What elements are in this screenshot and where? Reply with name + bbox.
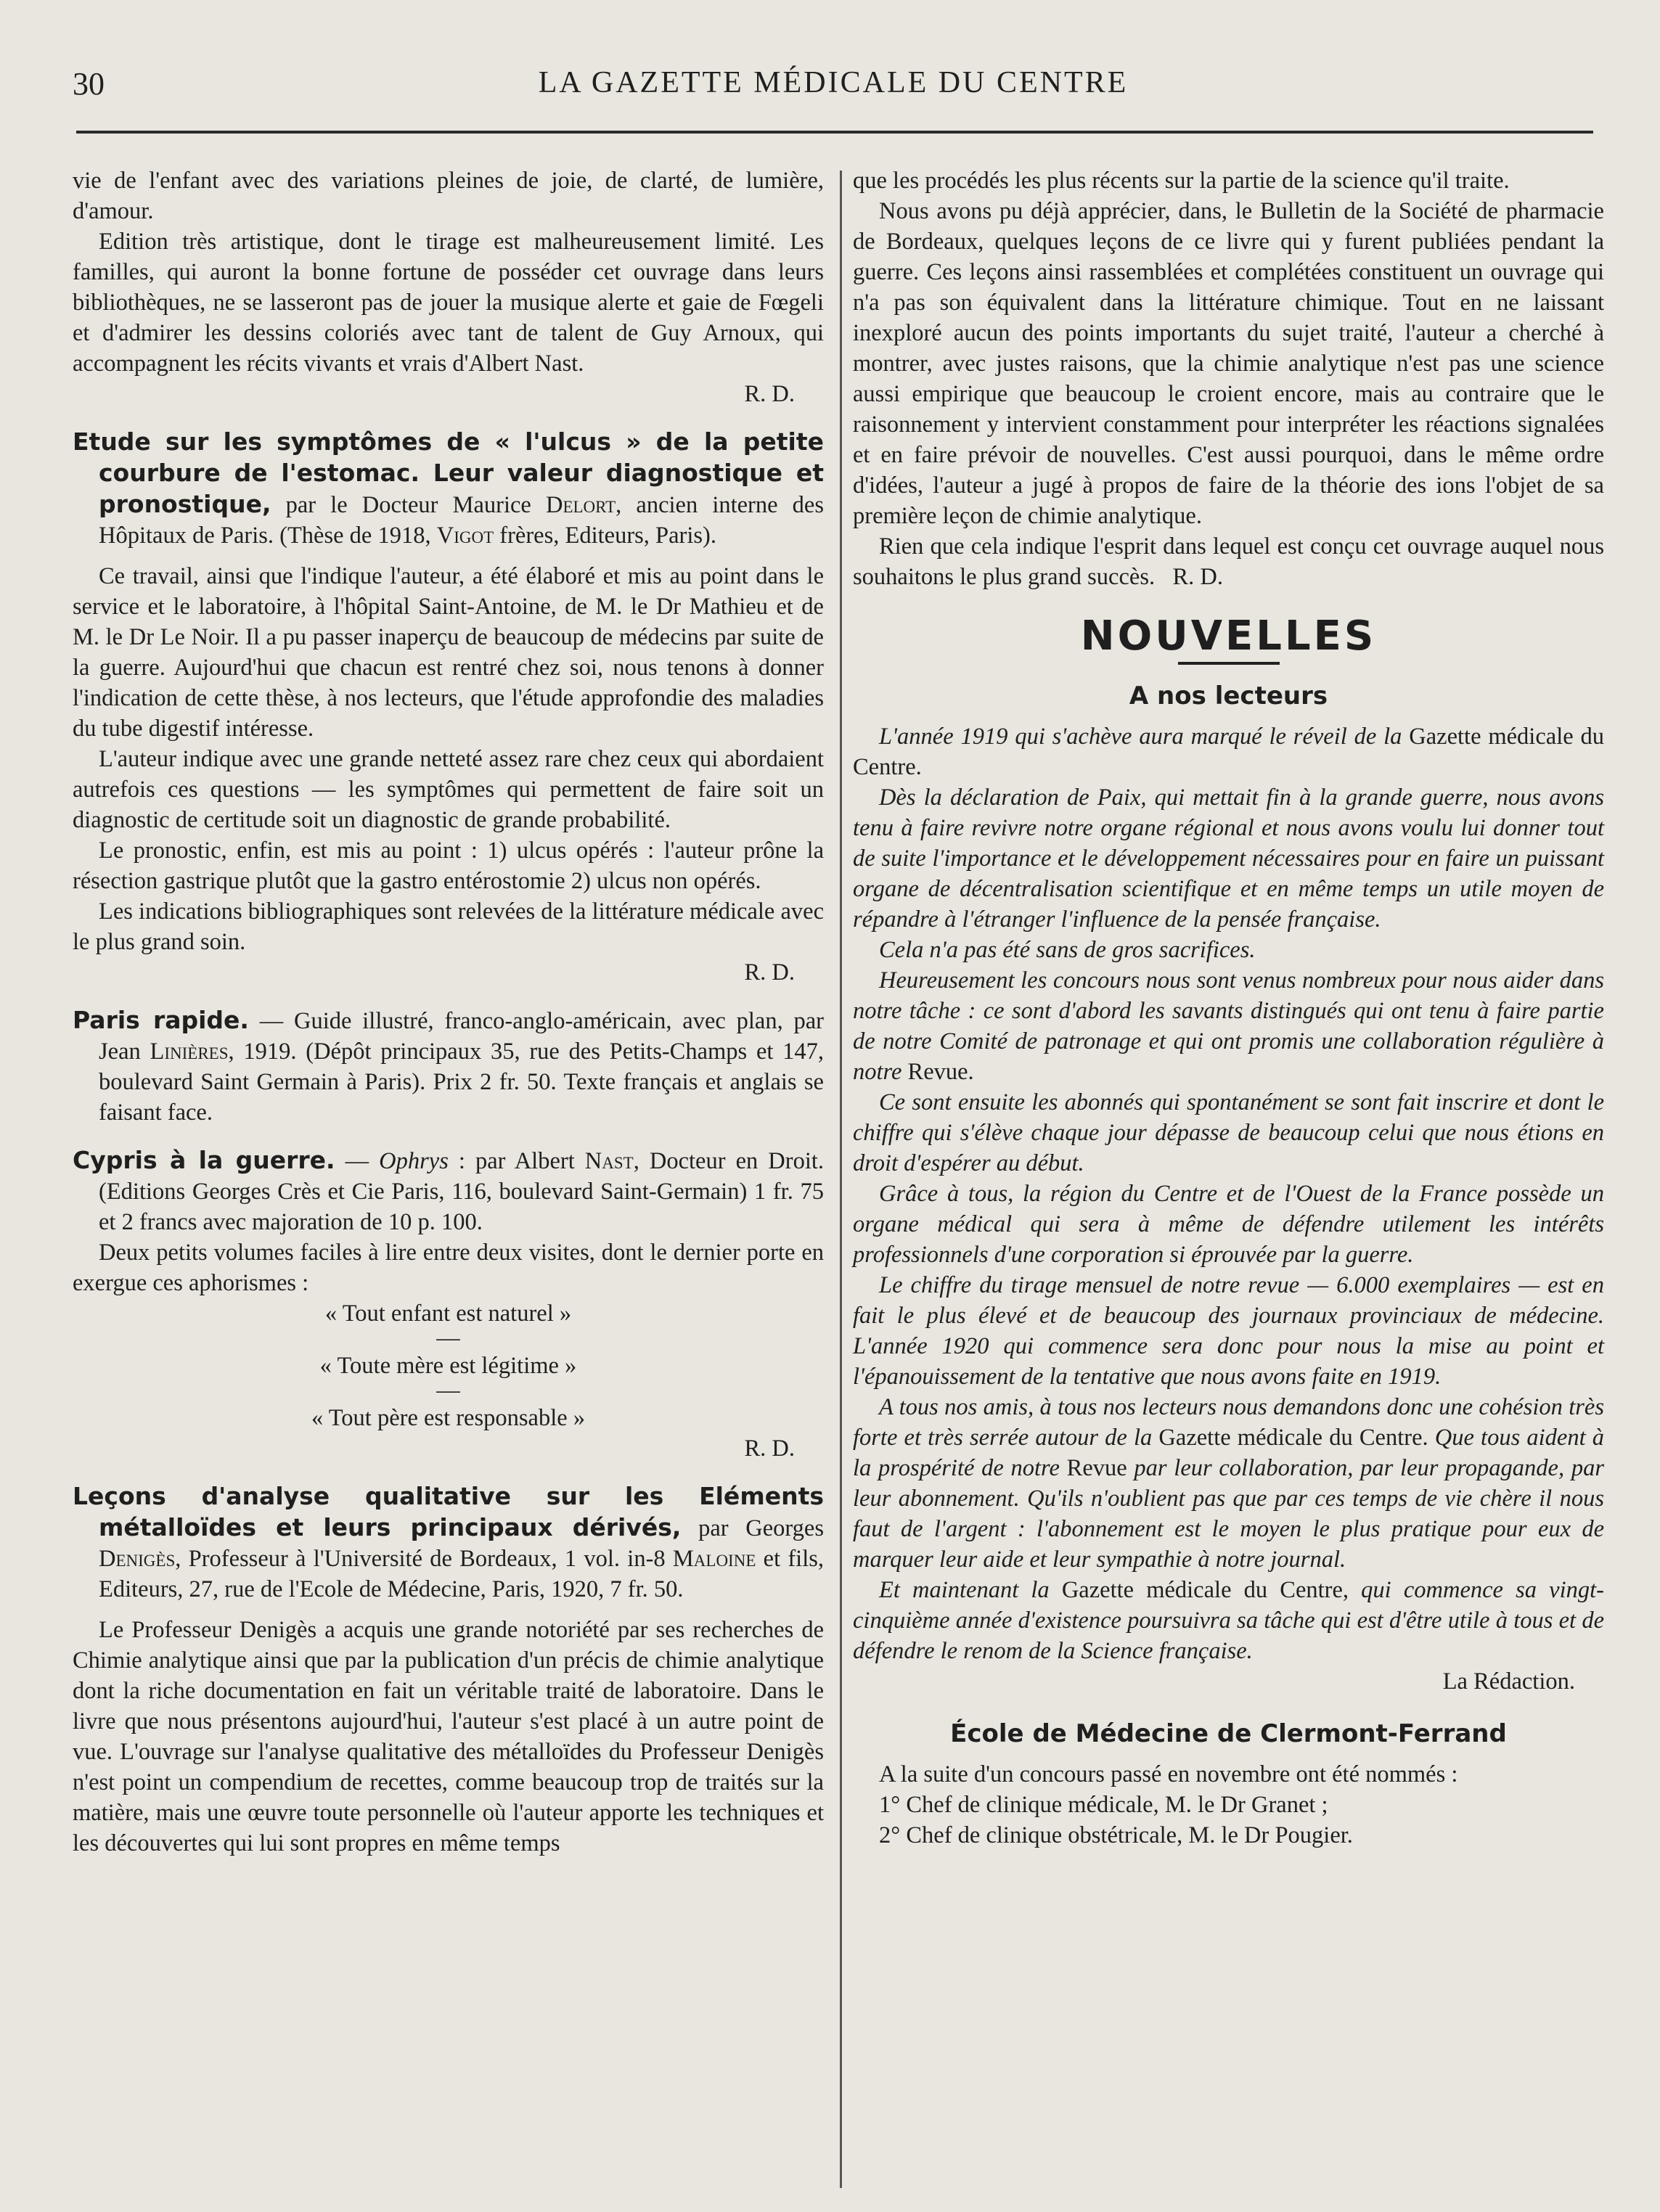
entry-heading: Etude sur les symptômes de « l'ulcus » de la petite courbure de l'estomac. Leur valeur diagnostique et pronostique, par le Docteur Maurice Delort, ancien interne des Hôpitaux de Paris. (Thèse de 1918, Vigot frères, Editeurs, Paris). (73, 427, 824, 549)
paragraph: Heureusement les concours nous sont venus nombreux pour nous aider dans notre tâche : ce sont d'abord les savants distingués qui ont tenu à faire partie de notre Comité de patronage et qui ont promis une collaboration régulière à notre Revue. (853, 967, 1604, 1085)
paragraph: L'auteur indique avec une grande netteté assez rare chez ceux qui abordaient autrefois ces questions — les symptômes qui permettent de faire soit un diagnostic de certitude soit un diagnostic de grande probabilité. (73, 746, 824, 833)
entry-title: Paris rapide. (73, 1006, 249, 1034)
author-name: Linières (150, 1039, 229, 1065)
editorial-article (853, 721, 1604, 1697)
dash-separator: — (436, 1325, 460, 1351)
author-name: Nast (584, 1148, 634, 1174)
paragraph: vie de l'enfant avec des variations pleines de joie, de clarté, de lumière, d'amour. (73, 168, 824, 224)
signature: R. D. (744, 959, 795, 986)
paragraph: Nous avons pu déjà apprécier, dans, le Bulletin de la Société de pharmacie de Bordeaux, quelques leçons de ce livre qui y furent publiées pendant la guerre. Ces leçons ainsi rassemblées et complétées constituent un ouvrage qui n'a pas son équivalent dans la littérature chimique. Tout en ne laissant inexploré aucun des points importants du sujet traité, l'auteur a cherché à montrer, avec justes raisons, que la chimie analytique n'est pas une science aussi empirique que beaucoup le croient encore, mais au contraire que le raisonnement y intervient constamment pour interpréter les réactions signalées et en faire prévoir de nouvelles. C'est aussi pourquoi, dans le même ordre d'idées, l'auteur a jugé à propos de faire de la théorie des ions l'objet de sa première leçon de chimie analytique. (853, 198, 1604, 529)
section-heading-nouvelles: NOUVELLES (1080, 613, 1377, 660)
signature: La Rédaction. (1442, 1668, 1575, 1695)
page-header (73, 65, 1594, 109)
paragraph: Cela n'a pas été sans de gros sacrifices. (879, 937, 1256, 963)
column-divider (840, 171, 842, 2188)
review-entry (73, 1481, 824, 1859)
author-name: Denigès (99, 1546, 176, 1572)
article-title: École de Médecine de Clermont-Ferrand (950, 1719, 1507, 1748)
paragraph: Edition très artistique, dont le tirage est malheureusement limité. Les familles, qui auront la bonne fortune de posséder cet ouvrage dans leurs bibliothèques, ne se lasseront pas de jouer la musique alerte et gaie de Fœgeli et d'admirer les dessins coloriés avec tant de talent de Guy Arnoux, qui accompagnent les récits vivants et vrais d'Albert Nast. (73, 229, 824, 377)
review-entry (73, 1145, 824, 1464)
right-column (853, 165, 1604, 1851)
header-rule (76, 131, 1593, 134)
aphorism: « Tout père est responsable » (311, 1405, 586, 1431)
entry-heading: Cypris à la guerre. — Ophrys : par Albert Nast, Docteur en Droit. (Editions Georges Crès et Cie Paris, 116, boulevard Saint-Germain) 1 fr. 75 et 2 francs avec majoration de 10 p. 100. (73, 1146, 825, 1235)
journal-title: LA GAZETTE MÉDICALE DU CENTRE (538, 66, 1129, 99)
paragraph: Ce sont ensuite les abonnés qui spontanément se sont fait inscrire et dont le chiffre qui s'élève chaque jour dépasse de beaucoup celui que nous étions en droit d'espérer au début. (853, 1089, 1604, 1176)
entry-heading: Paris rapide. — Guide illustré, franco-anglo-américain, avec plan, par Jean Linières, 1919. (Dépôt principaux 35, rue des Petits-Champs et 147, boulevard Saint Germain à Paris). Prix 2 fr. 50. Texte français et anglais se faisant face. (73, 1006, 825, 1126)
paragraph: Dès la déclaration de Paix, qui mettait fin à la grande guerre, nous avons tenu à faire revivre notre organe régional et nous avons voulu lui donner tout de suite l'importance et le développement nécessaires pour en faire un puissant organe de décentralisation scientifique et en même temps un utile moyen de répandre à l'étranger l'influence de la pensée française. (853, 785, 1604, 933)
publisher-name: Maloine (672, 1546, 756, 1572)
entry-title: Etude sur les symptômes de « l'ulcus » de la petite courbure de l'estomac. Leur valeur diagnostique et pronostique, (73, 427, 824, 518)
heading-rule (1178, 662, 1280, 665)
list-item: 2° Chef de clinique obstétricale, M. le Dr Pougier. (879, 1822, 1353, 1848)
list-item: 1° Chef de clinique médicale, M. le Dr Granet ; (879, 1792, 1328, 1818)
entry-heading: Leçons d'analyse qualitative sur les Eléments métalloïdes et leurs principaux dérivés, par Georges Denigès, Professeur à l'Université de Bordeaux, 1 vol. in-8 Maloine et fils, Editeurs, 27, rue de l'Ecole de Médecine, Paris, 1920, 7 fr. 50. (73, 1482, 824, 1602)
review-entry (73, 1005, 824, 1128)
signature: R. D. (744, 1435, 795, 1462)
paragraph: Le Professeur Denigès a acquis une grande notoriété par ses recherches de Chimie analytique ainsi que par la publication d'un précis de chimie analytique dont la riche documentation en fait un véritable traité de laboratoire. Dans le livre que nous présentons aujourd'hui, l'auteur s'est placé à un autre point de vue. L'ouvrage sur l'analyse qualitative des métalloïdes du Professeur Denigès n'est point un compendium de recettes, comme beaucoup trop de traités sur la matière, mais une œuvre toute personnelle où l'auteur apporte les techniques et les découvertes qui lui sont propres en même temps (73, 1617, 824, 1856)
paragraph: Rien que cela indique l'esprit dans lequel est conçu cet ouvrage auquel nous souhaitons le plus grand succès. R. D. (853, 533, 1604, 590)
paragraph: Grâce à tous, la région du Centre et de l'Ouest de la France possède un organe médical qui sera à même de défendre utilement les intérêts professionnels d'une corporation si éprouvée par la guerre. (853, 1181, 1604, 1268)
paragraph: L'année 1919 qui s'achève aura marqué le réveil de la Gazette médicale du Centre. (853, 724, 1604, 780)
paragraph: que les procédés les plus récents sur la partie de la science qu'il traite. (853, 168, 1510, 194)
paragraph: A tous nos amis, à tous nos lecteurs nous demandons donc une cohésion très forte et très serrée autour de la Gazette médicale du Centre. Que tous aident à la prospérité de notre Revue par leur collaboration, par leur propagande, par leur abonnement. Qu'ils n'oublient pas que par ces temps de vie chère il nous faut de l'argent : l'abonnement est le moyen le plus pratique pour eux de marquer leur aide et leur sympathie à notre journal. (853, 1394, 1604, 1573)
paragraph: Le chiffre du tirage mensuel de notre revue — 6.000 exemplaires — est en fait le plus élevé et de beaucoup des journaux provinciaux de médecine. L'année 1920 qui commence sera donc pour nous la mise au point et l'épanouissement de la tentative que nous avons faite en 1919. (853, 1272, 1604, 1390)
entry-title: Leçons d'analyse qualitative sur les Eléments métalloïdes et leurs principaux dérivés, (73, 1482, 824, 1541)
article-title: A nos lecteurs (1129, 681, 1328, 710)
review-entry (73, 427, 824, 988)
paragraph: Le pronostic, enfin, est mis au point : 1) ulcus opérés : l'auteur prône la résection gastrique plutôt que la gastro entérostomie 2) ulcus non opérés. (73, 837, 824, 894)
aphorism: « Toute mère est légitime » (319, 1353, 577, 1379)
aphorism: « Tout enfant est naturel » (324, 1300, 572, 1327)
subtitle: Ophrys (379, 1148, 449, 1174)
paragraph: Ce travail, ainsi que l'indique l'auteur, a été élaboré et mis au point dans le service et le laboratoire, à l'hôpital Saint-Antoine, de M. le Dr Mathieu et de M. le Dr Le Noir. Il a pu passer inaperçu de beaucoup de médecins par suite de la guerre. Aujourd'hui que chacun est rentré chez soi, nous tenons à donner l'indication de cette thèse, à nos lecteurs, que l'étude approfondie des maladies du tube digestif intéresse. (73, 563, 824, 742)
left-column (73, 165, 824, 1859)
paragraph: A la suite d'un concours passé en novembre ont été nommés : (879, 1761, 1458, 1787)
dash-separator: — (436, 1377, 460, 1404)
entry-title: Cypris à la guerre. (73, 1146, 335, 1174)
paragraph: Deux petits volumes faciles à lire entre deux visites, dont le dernier porte en exergue ces aphorismes : (73, 1240, 824, 1296)
page-number: 30 (73, 66, 105, 102)
paragraph: Et maintenant la Gazette médicale du Centre, qui commence sa vingt-cinquième année d'existence poursuivra sa tâche qui est d'être utile à tous et de défendre le renom de la Science française. (853, 1577, 1604, 1664)
signature: R. D. (1172, 564, 1224, 590)
paragraph: Les indications bibliographiques sont relevées de la littérature médicale avec le plus grand soin. (73, 898, 824, 955)
publisher-name: Vigot (436, 523, 494, 549)
author-name: Delort (545, 492, 616, 518)
signature: R. D. (744, 381, 795, 407)
